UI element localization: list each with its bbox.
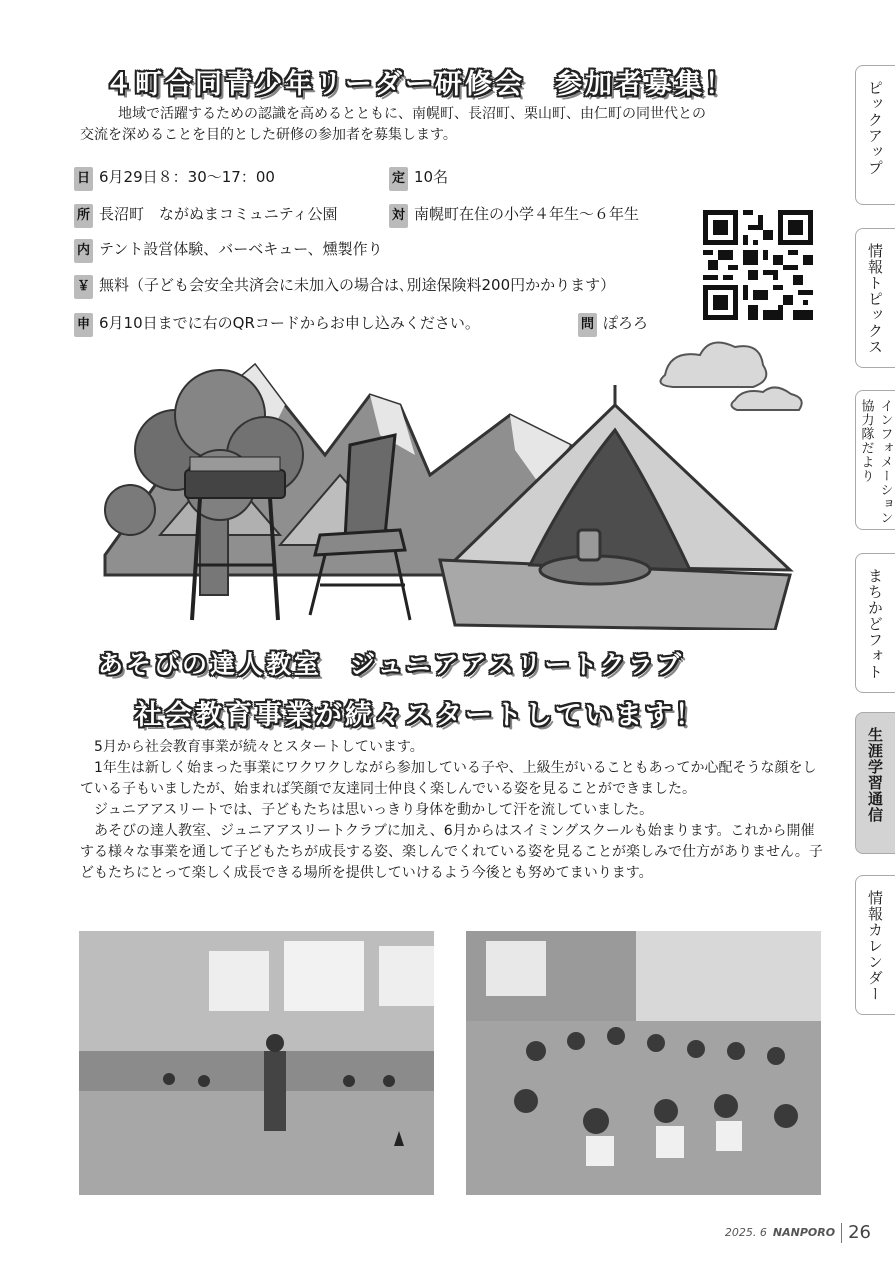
tab-information[interactable] — [855, 390, 895, 530]
paragraph-2: 1年生は新しく始まった事業にワクワクしながら参加している子や、上級生がいることもあってか心配そうな顔をしている子もいましたが、始まれば笑顔で友達同士仲良く楽しんでいる姿を見ることができました。 — [80, 760, 817, 797]
tab-lifelong-learning-label: 生涯学習通信 — [866, 727, 884, 823]
event1-title: ４町合同青少年リーダー研修会 参加者募集！ — [105, 69, 735, 100]
content-text: テント設営体験、バーベキュー、燻製作り — [99, 240, 383, 258]
tab-topics[interactable] — [855, 228, 895, 368]
qr-code-icon[interactable] — [703, 210, 813, 320]
event1-intro-2: 交流を深めることを目的とした研修の参加者を募集します。 — [80, 127, 457, 143]
tab-information-label: インフォメーション 協力隊だより — [858, 399, 893, 525]
tab-pickup-label: ピックアップ — [866, 80, 884, 176]
capacity-text: 10名 — [414, 168, 449, 186]
event1-intro-1: 地域で活躍するための認識を高めるとともに、南幌町、長沼町、栗山町、由仁町の同世代との — [118, 106, 706, 122]
tag-content: 内 — [74, 239, 93, 263]
event2-title-1: あそびの達人教室 ジュニアアスリートクラブ — [98, 650, 685, 679]
paragraph-4: あそびの達人教室、ジュニアアスリートクラブに加え、6月からはスイミングスクールも始まります。これから開催する様々な事業を通して子どもたちが成長する姿、楽しんでくれている姿を見ることが楽しみで仕方がありません。子どもたちにとって楽しく成長できる場所を提供していけるよう今後とも努めてまいります。 — [80, 823, 823, 881]
tab-lifelong-learning[interactable] — [855, 712, 895, 854]
page-number: 26 — [848, 1222, 871, 1243]
footer-brand: NANPORO — [772, 1226, 836, 1239]
tag-apply: 申 — [74, 313, 93, 337]
apply-text: 6月10日までに右のQRコードからお申し込みください。 — [99, 314, 480, 332]
paragraph-1: 5月から社会教育事業が続々とスタートしています。 — [94, 739, 424, 755]
tab-machikado-photo[interactable] — [855, 553, 895, 693]
footer-date: 2025. 6 — [724, 1226, 767, 1239]
paragraph-3: ジュニアアスリートでは、子どもたちは思いっきり身体を動かして汗を流していました。 — [94, 802, 654, 818]
event2-title-2: 社会教育事業が続々スタートしています！ — [135, 700, 705, 731]
contact-text: ぽろろ — [603, 314, 649, 332]
cloud-icon — [661, 343, 802, 411]
tag-date: 日 — [74, 167, 93, 191]
tag-fee: ￥ — [74, 275, 93, 299]
camping-illustration — [70, 335, 830, 630]
tab-topics-label: 情報トピックス — [866, 243, 884, 355]
tab-calendar-label: 情報カレンダー — [866, 890, 884, 1002]
tag-capacity: 定 — [389, 167, 408, 191]
tag-place: 所 — [74, 204, 93, 228]
date-text: 6月29日８：30～17：00 — [99, 168, 275, 186]
place-text: 長沼町 ながぬまコミュニティ公園 — [99, 205, 338, 223]
photo-gym-circle — [466, 931, 821, 1195]
fee-text: 無料（子ども会安全共済会に未加入の場合は､別途保険料200円かかります） — [99, 276, 616, 294]
target-text: 南幌町在住の小学４年生～６年生 — [414, 205, 640, 223]
tab-pickup[interactable] — [855, 65, 895, 205]
tab-machikado-photo-label: まちかどフォト — [866, 568, 884, 680]
tag-contact: 問 — [578, 313, 597, 337]
tag-target: 対 — [389, 204, 408, 228]
tab-calendar[interactable] — [855, 875, 895, 1015]
photo-gym-running — [79, 931, 434, 1195]
